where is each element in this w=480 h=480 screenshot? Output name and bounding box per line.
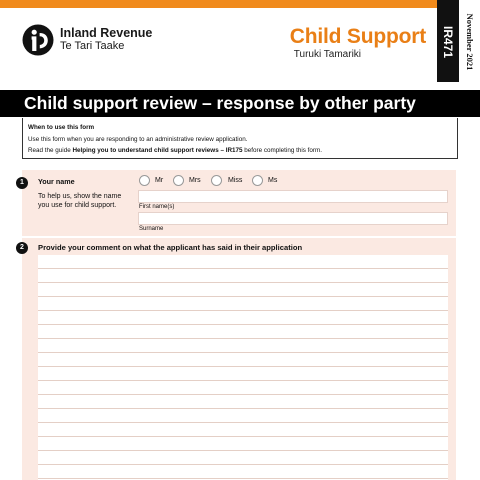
writing-line [38, 478, 448, 479]
first-name-input[interactable] [138, 190, 448, 203]
title-label-mr: Mr [155, 177, 164, 184]
title-radio-ms[interactable] [252, 175, 263, 186]
info-line-2-pre: Read the guide [28, 147, 73, 154]
help-text-line-1: To help us, show the name [38, 193, 122, 200]
writing-line [38, 296, 448, 297]
title-radio-mrs[interactable] [173, 175, 184, 186]
form-code: IR471 [441, 25, 455, 59]
comment-textarea[interactable] [38, 255, 448, 480]
writing-line [38, 408, 448, 409]
surname-input[interactable] [138, 212, 448, 225]
help-text-line-2: you use for child support. [38, 202, 117, 209]
brand-subtitle: Turuki Tamariki [293, 49, 362, 60]
form-date: November 2021 [465, 13, 475, 71]
title-label-miss: Miss [228, 177, 243, 184]
writing-line [38, 380, 448, 381]
writing-line [38, 394, 448, 395]
child-support-brand [290, 26, 426, 60]
brand-title: Child Support [289, 25, 426, 48]
org-name-english: Inland Revenue [60, 26, 153, 40]
writing-line [38, 352, 448, 353]
info-heading: When to use this form [28, 124, 95, 131]
title-radio-miss[interactable] [211, 175, 222, 186]
comment-label: Provide your comment on what the applicant has said in their application [38, 243, 303, 252]
writing-line [38, 436, 448, 437]
first-name-label: First name(s) [139, 204, 175, 210]
info-line-1: Use this form when you are responding to an administrative review application. [28, 136, 248, 143]
top-accent-bar [0, 0, 437, 8]
writing-line [38, 450, 448, 451]
writing-line [38, 464, 448, 465]
info-line-2-post: before completing this form. [242, 147, 322, 154]
org-name-maori: Te Tari Taake [60, 40, 125, 52]
title-label-mrs: Mrs [189, 177, 201, 184]
writing-line [38, 282, 448, 283]
inland-revenue-logo-icon [22, 24, 54, 56]
title-radio-mr[interactable] [139, 175, 150, 186]
surname-label: Surname [139, 226, 164, 232]
section-1-number: 1 [16, 177, 28, 189]
page-title: Child support review – response by other party [24, 93, 416, 113]
section-2-number: 2 [16, 242, 28, 254]
info-line-2 [28, 147, 322, 154]
writing-line [38, 268, 448, 269]
inland-revenue-logo [22, 24, 152, 56]
writing-line [38, 366, 448, 367]
writing-line [38, 310, 448, 311]
title-label-ms: Ms [268, 177, 278, 184]
writing-line [38, 324, 448, 325]
writing-line [38, 422, 448, 423]
info-guide-title: Helping you to understand child support reviews – IR175 [72, 147, 243, 154]
writing-line [38, 338, 448, 339]
your-name-label: Your name [38, 177, 75, 186]
